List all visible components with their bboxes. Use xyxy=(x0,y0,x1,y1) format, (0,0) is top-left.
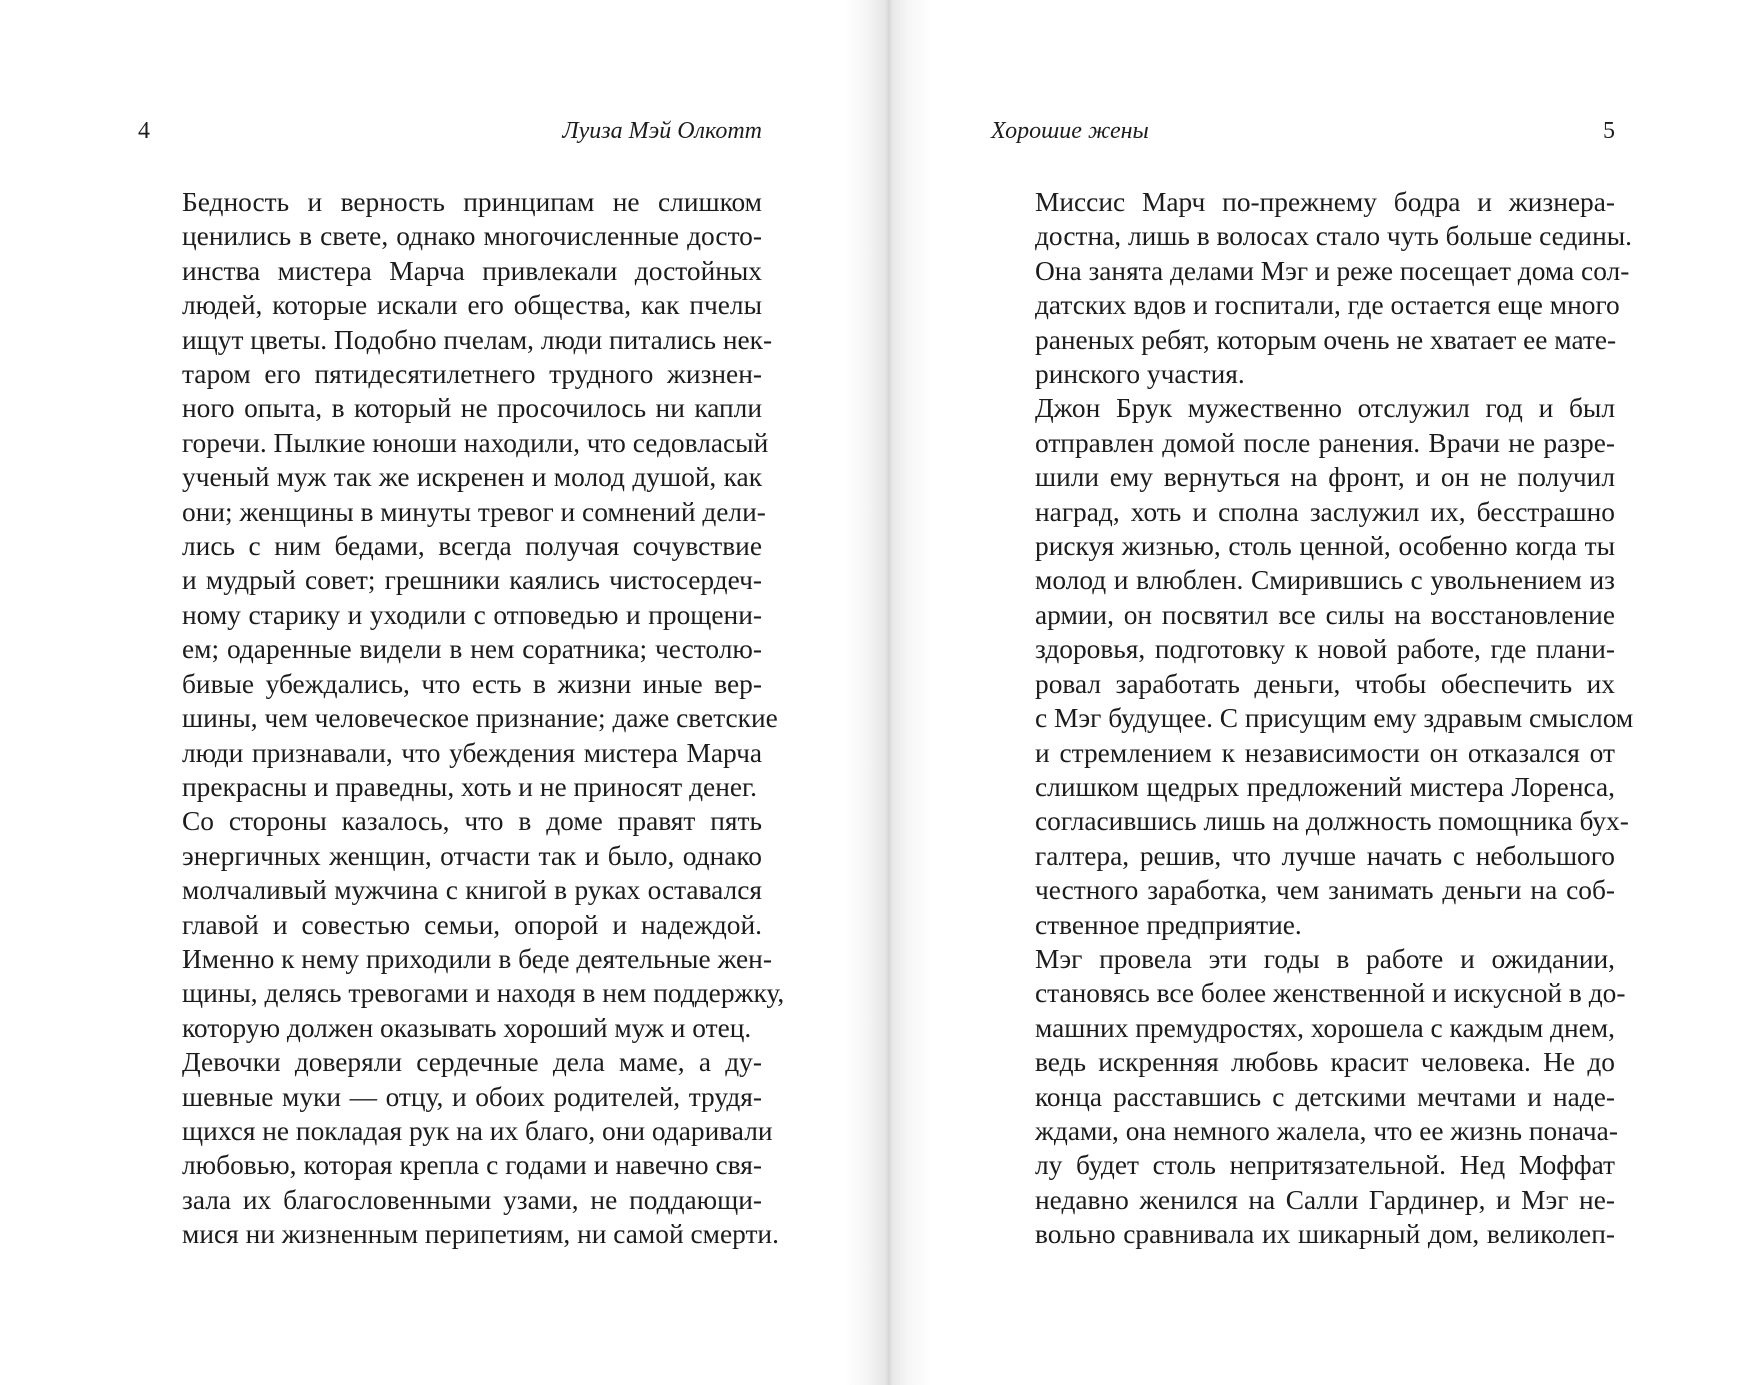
text-line: здоровья, подготовку к новой работе, где плани- xyxy=(1035,634,1615,665)
text-line: и мудрый совет; грешники каялись чистосердеч- xyxy=(182,565,762,596)
text-line: становясь все более женственной и искусной в до- xyxy=(1035,978,1626,1009)
text-line: Джон Брук мужественно отслужил год и был xyxy=(1035,393,1615,424)
paragraph xyxy=(991,185,1632,391)
paragraph xyxy=(991,391,1634,942)
text-line: лу будет столь непритязательной. Нед Моффат xyxy=(1035,1150,1615,1181)
right-page-number: 5 xyxy=(1603,118,1615,144)
text-line: таром его пятидесятилетнего трудного жизнен- xyxy=(182,359,762,390)
right-body-text xyxy=(991,185,1634,1252)
text-line: ценились в свете, однако многочисленные досто- xyxy=(182,221,762,252)
text-line: инства мистера Марча привлекали достойных xyxy=(182,255,762,286)
left-page-number: 4 xyxy=(138,118,150,144)
text-line: прекрасны и праведны, хоть и не приносят денег. xyxy=(182,771,758,802)
text-line: ищут цветы. Подобно пчелам, люди питались нек- xyxy=(182,324,773,355)
text-line: Девочки доверяли сердечные дела маме, а ду- xyxy=(182,1047,762,1078)
text-line: и стремлением к независимости он отказался от xyxy=(1035,737,1615,768)
text-line: недавно женился на Салли Гардинер, и Мэг не- xyxy=(1035,1184,1615,1215)
text-line: наград, хоть и сполна заслужил их, бесстрашно xyxy=(1035,496,1615,527)
text-line: ственное предприятие. xyxy=(1035,909,1302,940)
text-line: с Мэг будущее. С присущим ему здравым смыслом xyxy=(1035,703,1634,734)
text-line: датских вдов и госпитали, где остается еще много xyxy=(1035,290,1620,321)
text-line: достна, лишь в волосах стало чуть больше седины. xyxy=(1035,221,1632,252)
text-line: Именно к нему приходили в беде деятельные жен- xyxy=(182,943,772,974)
text-line: ведь искренняя любовь красит человека. Не до xyxy=(1035,1047,1615,1078)
text-line: людей, которые искали его общества, как пчелы xyxy=(182,290,762,321)
text-line: согласившись лишь на должность помощника бух- xyxy=(1035,806,1629,837)
right-page xyxy=(872,0,1760,1385)
left-body-text xyxy=(138,185,785,1252)
text-line: конца расставшись с детскими мечтами и наде- xyxy=(1035,1081,1615,1112)
text-line: раненых ребят, которым очень не хватает ее мате- xyxy=(1035,324,1617,355)
text-line: рискуя жизнью, столь ценной, особенно когда ты xyxy=(1035,531,1615,562)
text-line: ного опыта, в который не просочилось ни капли xyxy=(182,393,762,424)
text-line: Со стороны казалось, что в доме правят пять xyxy=(182,806,762,837)
text-line: шевные муки — отцу, и обоих родителей, трудя- xyxy=(182,1081,762,1112)
paragraph xyxy=(138,185,778,804)
text-line: энергичных женщин, отчасти так и было, однако xyxy=(182,840,762,871)
text-line: Мэг провела эти годы в работе и ожидании, xyxy=(1035,943,1615,974)
left-page xyxy=(0,0,872,1385)
text-line: щихся не покладая рук на их благо, они одаривали xyxy=(182,1115,773,1146)
text-line: Она занята делами Мэг и реже посещает дома сол- xyxy=(1035,255,1630,286)
text-line: ем; одаренные видели в нем соратника; честолю- xyxy=(182,634,762,665)
text-line: мися ни жизненным перипетиям, ни самой смерти. xyxy=(182,1219,779,1250)
text-line: щины, делясь тревогами и находя в нем поддержку, xyxy=(182,978,785,1009)
text-line: горечи. Пылкие юноши находили, что седовласый xyxy=(182,427,769,458)
text-line: молчаливый мужчина с книгой в руках оставался xyxy=(182,875,762,906)
left-running-title: Луиза Мэй Олкотт xyxy=(562,118,762,144)
text-line: армии, он посвятил все силы на восстановление xyxy=(1035,599,1615,630)
text-line: они; женщины в минуты тревог и сомнений дели- xyxy=(182,496,766,527)
text-line: вольно сравнивала их шикарный дом, великолеп- xyxy=(1035,1219,1615,1250)
right-running-head xyxy=(991,114,1615,148)
paragraph xyxy=(138,1045,779,1251)
paragraph xyxy=(991,942,1626,1252)
text-line: ринского участия. xyxy=(1035,359,1245,390)
text-line: молод и влюблен. Смирившись с увольнением из xyxy=(1035,565,1615,596)
text-line: ному старику и уходили с отповедью и прощени- xyxy=(182,599,762,630)
text-line: шины, чем человеческое признание; даже светские xyxy=(182,703,778,734)
text-line: зала их благословенными узами, не поддающи- xyxy=(182,1184,762,1215)
text-line: машних премудростях, хорошела с каждым днем, xyxy=(1035,1012,1615,1043)
text-line: Бедность и верность принципам не слишком xyxy=(182,187,762,217)
text-line: шили ему вернуться на фронт, и он не получил xyxy=(1035,462,1615,493)
text-line: люди признавали, что убеждения мистера Марча xyxy=(182,737,762,768)
text-line: лись с ним бедами, всегда получая сочувствие xyxy=(182,531,762,562)
text-line: галтера, решив, что лучше начать с небольшого xyxy=(1035,840,1615,871)
text-line: бивые убеждались, что есть в жизни иные вер- xyxy=(182,668,762,699)
paragraph xyxy=(138,804,785,1045)
left-running-head xyxy=(138,114,762,148)
text-line: ученый муж так же искренен и молод душой, как xyxy=(182,462,762,493)
right-running-title: Хорошие жены xyxy=(991,118,1149,144)
text-line: отправлен домой после ранения. Врачи не разре- xyxy=(1035,427,1615,458)
text-line: слишком щедрых предложений мистера Лоренса, xyxy=(1035,771,1615,802)
text-line: Миссис Марч по-прежнему бодра и жизнера- xyxy=(1035,187,1615,217)
text-line: ждами, она немного жалела, что ее жизнь понача- xyxy=(1035,1115,1618,1146)
text-line: главой и совестью семьи, опорой и надеждой. xyxy=(182,909,762,940)
text-line: которую должен оказывать хороший муж и отец. xyxy=(182,1012,752,1043)
text-line: любовью, которая крепла с годами и навечно свя- xyxy=(182,1150,762,1181)
text-line: ровал заработать деньги, чтобы обеспечить их xyxy=(1035,668,1615,699)
text-line: честного заработка, чем занимать деньги на соб- xyxy=(1035,875,1615,906)
